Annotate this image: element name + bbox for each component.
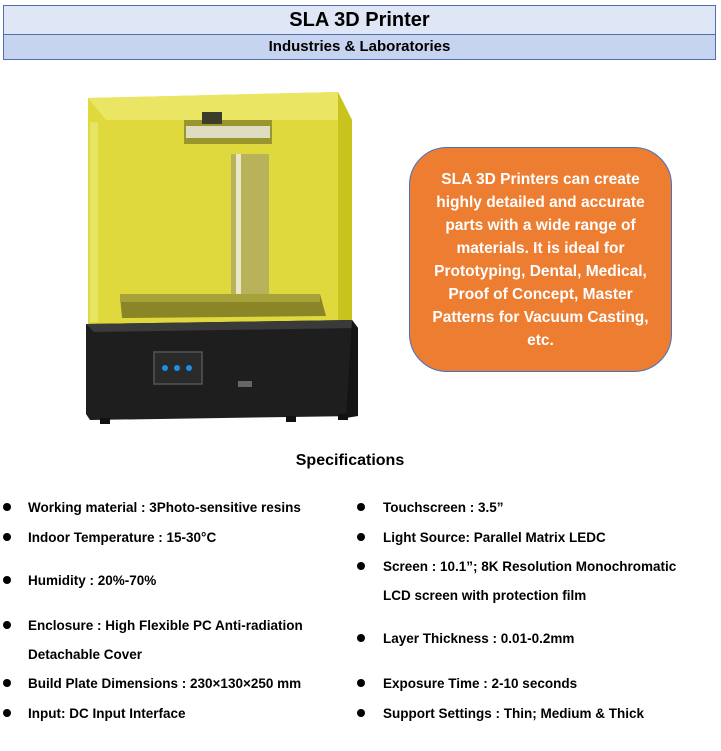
spec-item-text: Input: DC Input Interface bbox=[28, 706, 186, 721]
spec-item-text: Build Plate Dimensions : 230×130×250 mm bbox=[28, 676, 302, 691]
spec-item bbox=[383, 699, 644, 728]
spec-item bbox=[383, 669, 577, 698]
spec-item-text: Layer Thickness : 0.01-0.2mm bbox=[383, 631, 575, 646]
spec-item-text: LCD screen with protection film bbox=[383, 588, 587, 603]
list-bullet bbox=[357, 503, 365, 511]
spec-item-text: Exposure Time : 2-10 seconds bbox=[383, 676, 578, 691]
spec-item-text: Support Settings : Thin; Medium & Thick bbox=[383, 706, 644, 721]
spec-item bbox=[28, 493, 301, 522]
spec-item-text: Enclosure : High Flexible PC Anti-radiation bbox=[28, 618, 303, 633]
spec-item bbox=[28, 669, 301, 698]
printer-base bbox=[86, 320, 358, 420]
spec-item bbox=[383, 523, 606, 552]
page-title: SLA 3D Printer bbox=[3, 5, 716, 35]
list-bullet bbox=[357, 709, 365, 717]
spec-item bbox=[28, 699, 186, 728]
list-bullet bbox=[3, 533, 11, 541]
spec-item-text: Working material : 3Photo-sensitive resins bbox=[28, 500, 301, 515]
sla-printer-image bbox=[76, 84, 376, 429]
spec-item bbox=[28, 566, 156, 595]
list-bullet bbox=[357, 634, 365, 642]
list-bullet bbox=[3, 679, 11, 687]
spec-item-text: Screen : 10.1”; 8K Resolution Monochromatic bbox=[383, 559, 677, 574]
spec-item bbox=[28, 611, 303, 669]
spec-item-text: Touchscreen : 3.5” bbox=[383, 500, 504, 515]
list-bullet bbox=[357, 679, 365, 687]
list-bullet bbox=[3, 709, 11, 717]
spec-item bbox=[383, 493, 504, 522]
list-bullet bbox=[357, 562, 365, 570]
spec-item-text: Indoor Temperature : 15-30°C bbox=[28, 530, 217, 545]
spec-item bbox=[383, 624, 574, 653]
specifications-heading: Specifications bbox=[295, 452, 405, 469]
page-subtitle: Industries & Laboratories bbox=[3, 35, 716, 60]
list-bullet bbox=[357, 533, 365, 541]
spec-item bbox=[383, 552, 676, 610]
spec-item-text: Detachable Cover bbox=[28, 647, 143, 662]
list-bullet bbox=[3, 621, 11, 629]
description-text: SLA 3D Printers can create highly detailed and accurate parts with a wide range of materials. It is ideal for Prototyping, Dental, Medical, Proof of Concept, Master Patterns for Vacuum Casting, etc. bbox=[432, 170, 649, 349]
description-callout bbox=[409, 147, 672, 372]
spec-item-text: Humidity : 20%-70% bbox=[28, 573, 157, 588]
spec-item-text: Light Source: Parallel Matrix LEDC bbox=[383, 530, 606, 545]
list-bullet bbox=[3, 576, 11, 584]
spec-item bbox=[28, 523, 216, 552]
list-bullet bbox=[3, 503, 11, 511]
